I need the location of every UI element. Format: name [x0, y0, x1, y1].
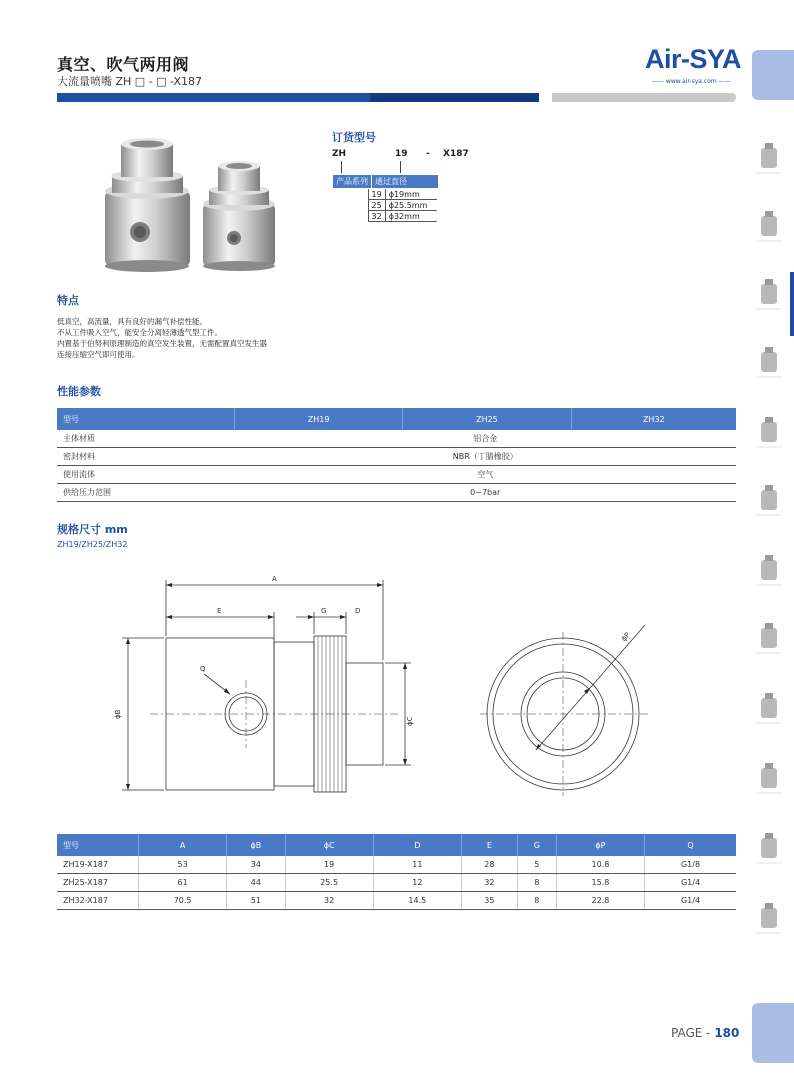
spec-cell: 32 [461, 874, 517, 892]
spec-cell: 15.8 [556, 874, 644, 892]
dim-label-b: ϕB [114, 709, 122, 719]
order-code-suffix: X187 [443, 149, 469, 159]
brand-url: —— www.air-sya.com —— [652, 78, 731, 85]
order-code-prefix: ZH [332, 149, 347, 159]
page-number-label [671, 1026, 739, 1040]
spec-cell: 19 [285, 856, 373, 874]
table-row [57, 484, 736, 502]
dimensions-title: 规格尺寸 mm [57, 523, 128, 536]
spec-cell: 35 [461, 892, 517, 910]
spec-header: A [139, 834, 227, 856]
order-leader-2 [400, 161, 401, 173]
perf-value: NBR（丁腈橡胶） [235, 448, 737, 466]
perf-header: 型号 [57, 408, 235, 430]
spec-cell: 14.5 [373, 892, 461, 910]
feature-line: 内置基于伯努利原理制造的真空发生装置，无需配置真空发生器 [57, 339, 267, 348]
order-size: 32 [368, 211, 385, 222]
order-size: 19 [368, 189, 385, 200]
page-title: 真空、吹气两用阀 [57, 55, 190, 74]
spec-header: E [461, 834, 517, 856]
spec-cell: 70.5 [139, 892, 227, 910]
order-size: 25 [368, 200, 385, 211]
header-bar-gray [552, 93, 736, 102]
perf-label: 密封材料 [57, 448, 235, 466]
cylinder-icon[interactable] [752, 414, 786, 450]
spec-cell: 12 [373, 874, 461, 892]
order-leader-1 [341, 161, 342, 173]
spec-cell: 5 [517, 856, 556, 874]
spec-cell: 44 [227, 874, 285, 892]
spec-cell: ZH25-X187 [57, 874, 139, 892]
perf-header: ZH19 [235, 408, 403, 430]
table-row [57, 892, 736, 910]
perf-header: ZH25 [403, 408, 571, 430]
table-row [57, 448, 736, 466]
side-tab-bottom[interactable] [752, 1003, 794, 1063]
dim-label-g: G [321, 607, 327, 615]
spec-cell: G1/4 [645, 874, 736, 892]
feature-line: 低真空，高流量，具有良好的漏气补偿性能。 [57, 317, 207, 326]
dim-label-q: Q [200, 665, 206, 673]
spec-cell: ZH19-X187 [57, 856, 139, 874]
spec-cell: ZH32-X187 [57, 892, 139, 910]
order-code-size: 19 [395, 149, 408, 159]
order-options [368, 189, 437, 222]
perf-value: 空气 [235, 466, 737, 484]
order-table-header: 通过直径 [372, 175, 439, 189]
side-active-marker [790, 272, 794, 336]
dim-label-d: D [355, 607, 361, 615]
header-bar [57, 93, 539, 102]
spec-table [57, 834, 736, 910]
spec-cell: 28 [461, 856, 517, 874]
filter-icon[interactable] [752, 140, 786, 176]
gauge-icon[interactable] [752, 900, 786, 936]
brand-logo: Air-SYA [645, 44, 742, 74]
dim-label-p: ϕP [619, 631, 632, 643]
spec-cell: 22.8 [556, 892, 644, 910]
page-subtitle: 大流量喷嘴 ZH □ - □ -X187 [57, 75, 202, 88]
spec-cell: 11 [373, 856, 461, 874]
order-table-header: 产品系列 [333, 175, 372, 189]
solenoid-valve-icon[interactable] [752, 552, 786, 588]
lubricator-icon[interactable] [752, 208, 786, 244]
fitting-icon[interactable] [752, 344, 786, 380]
spec-cell: 34 [227, 856, 285, 874]
table-row [57, 466, 736, 484]
order-diameter: ϕ25.5mm [385, 200, 437, 211]
perf-header: ZH32 [571, 408, 736, 430]
dimension-drawing [100, 570, 660, 800]
valve-block-icon[interactable] [752, 482, 786, 518]
spec-cell: 8 [517, 874, 556, 892]
page-prefix: PAGE - [671, 1026, 715, 1040]
elbow-icon[interactable] [752, 760, 786, 796]
order-diameter: ϕ19mm [385, 189, 437, 200]
feature-line: 不从工件吸入空气，能安全分离轻薄透气型工件。 [57, 328, 222, 337]
manifold-icon[interactable] [752, 690, 786, 726]
perf-label: 使用流体 [57, 466, 235, 484]
product-photo [95, 136, 285, 276]
order-section-title: 订货型号 [332, 131, 376, 144]
table-row [57, 856, 736, 874]
dim-label-e: E [217, 607, 222, 615]
dim-label-c: ϕC [406, 716, 414, 726]
perf-value: 铝合金 [235, 430, 737, 448]
spec-cell: 32 [285, 892, 373, 910]
spec-cell: 61 [139, 874, 227, 892]
regulator-icon[interactable] [752, 620, 786, 656]
performance-title: 性能参数 [57, 385, 101, 398]
spec-header: 型号 [57, 834, 139, 856]
spec-cell: 8 [517, 892, 556, 910]
spec-cell: 10.8 [556, 856, 644, 874]
spec-cell: G1/4 [645, 892, 736, 910]
order-diameter: ϕ32mm [385, 211, 437, 222]
dimensions-models: ZH19/ZH25/ZH32 [57, 540, 128, 549]
spec-header: ϕB [227, 834, 285, 856]
spec-header: ϕC [285, 834, 373, 856]
spec-header: ϕP [556, 834, 644, 856]
spec-cell: 51 [227, 892, 285, 910]
order-table [332, 174, 439, 222]
performance-table [57, 408, 736, 502]
feature-line: 连接压缩空气即可使用。 [57, 350, 140, 359]
page-number: 180 [714, 1026, 740, 1040]
perf-label: 主体材质 [57, 430, 235, 448]
dim-label-a: A [272, 575, 277, 583]
spec-header: Q [645, 834, 736, 856]
features-list [57, 316, 267, 360]
perf-value: 0~7bar [235, 484, 737, 502]
table-row [57, 430, 736, 448]
spec-cell: 53 [139, 856, 227, 874]
side-tab-top[interactable] [752, 50, 794, 100]
features-title: 特点 [57, 294, 79, 307]
spec-cell: G1/8 [645, 856, 736, 874]
spec-header: G [517, 834, 556, 856]
spec-header: D [373, 834, 461, 856]
vacuum-icon[interactable] [752, 276, 786, 312]
spec-cell: 25.5 [285, 874, 373, 892]
table-row [57, 874, 736, 892]
perf-label: 供给压力范围 [57, 484, 235, 502]
order-code-dash: - [426, 149, 430, 159]
silencer-icon[interactable] [752, 830, 786, 866]
